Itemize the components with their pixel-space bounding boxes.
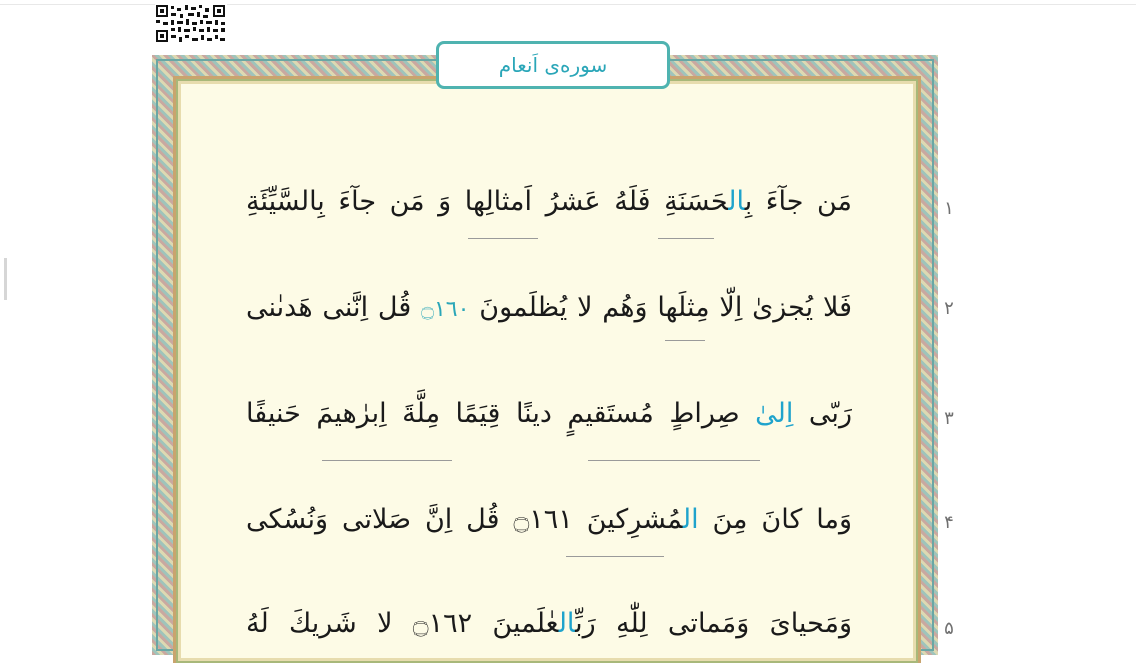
word-underline [665, 340, 705, 341]
word-underline [658, 238, 714, 239]
verse-line [246, 608, 852, 639]
qr-code-icon[interactable] [155, 4, 227, 44]
line-number: ۱ [944, 198, 954, 219]
word-underline [566, 556, 664, 557]
verse-line [246, 186, 852, 217]
verse-highlight: ال [728, 186, 745, 217]
verse-highlight: ال [682, 504, 699, 535]
ayah-number-mark: ۝١٦٠ [421, 297, 470, 322]
verse-text: صِراطٍ مُستَقيمٍ دينًا قِيَمًا مِلَّةَ اِبرٰهيمَ حَنيفًا [246, 398, 740, 429]
verse-highlight: اِلىٰ [755, 398, 794, 429]
verse-line [246, 504, 852, 535]
verse-text: وَمَحيایَ وَمَماتى لِلّٰهِ رَبِّ [575, 608, 853, 639]
verse-text: مُشرِكينَ ۝١٦١ قُل اِنَّ صَلاتى وَنُسُكى [246, 504, 683, 535]
verse-line [246, 292, 852, 323]
verse-text: فَلا يُجزىٰ اِلّا مِثلَها وَهُم لا يُظلَمونَ [479, 292, 852, 323]
line-number: ۴ [944, 512, 954, 533]
surah-title [436, 41, 670, 89]
word-underline [468, 238, 538, 239]
verse-text: وَما كانَ مِنَ [712, 504, 852, 535]
page-area [176, 79, 918, 663]
surah-title-text: سوره‌ی اَنعام [498, 53, 608, 77]
scroll-edge[interactable] [4, 258, 7, 300]
line-number: ۲ [944, 298, 954, 319]
verse-text: حَسَنَةِ فَلَهُ عَشرُ اَمثالِها وَ مَن جآءَ بِالسَّيِّئَةِ [246, 186, 729, 217]
verse-line [246, 398, 852, 429]
verse-text: قُل اِنَّنى هَدىٰنى [246, 292, 412, 323]
word-underline [322, 460, 452, 461]
line-number: ۳ [944, 408, 954, 429]
verse-text: رَبّى [808, 398, 852, 429]
verse-text: عٰلَمينَ ۝١٦٢ لا شَريكَ لَهُ [246, 608, 559, 639]
verse-text: مَن جآءَ بِ [744, 186, 852, 217]
line-number: ۵ [944, 618, 954, 639]
word-underline [588, 460, 760, 461]
verse-highlight: ال [558, 608, 576, 639]
